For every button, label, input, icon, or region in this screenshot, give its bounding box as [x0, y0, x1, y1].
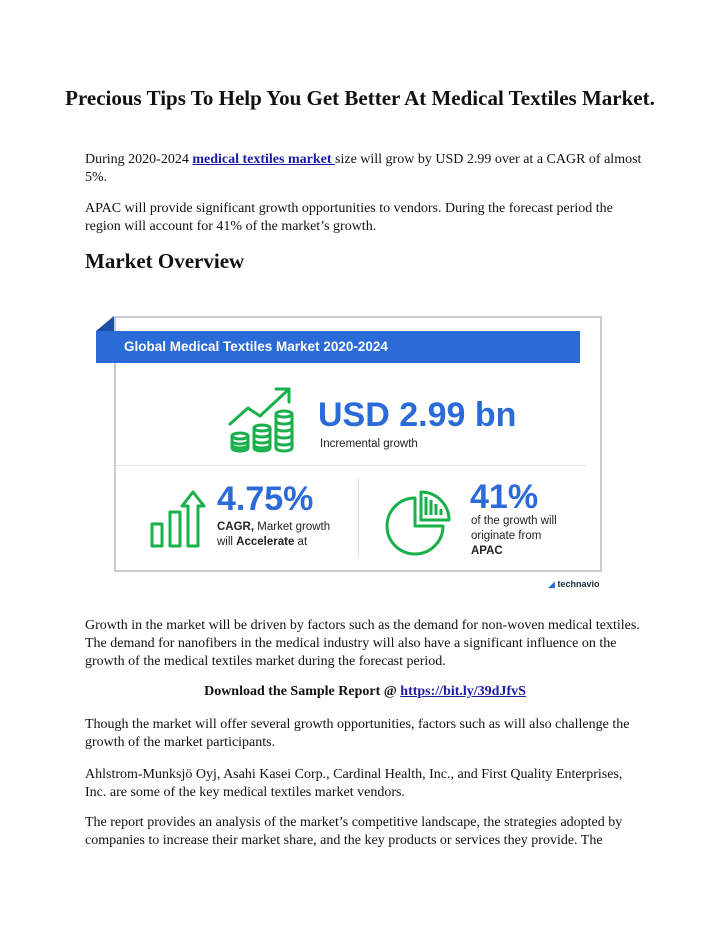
download-label: Download the Sample Report @ [204, 684, 401, 699]
challenges-paragraph: Though the market will offer several growth opportunities, factors such as will also challenge the growth of the market participants. [85, 717, 630, 750]
share-line2: originate from [471, 530, 542, 542]
download-line [85, 683, 645, 701]
technavio-logo-icon: ◢ [548, 579, 555, 589]
share-value: 41% [470, 478, 539, 516]
cagr-text2-pre: will [217, 536, 237, 548]
market-overview-heading: Market Overview [85, 249, 245, 273]
infographic-banner: Global Medical Textiles Market 2020-2024 [96, 331, 580, 363]
cagr-caption-line2 [217, 535, 307, 550]
growth-coins-icon [226, 384, 298, 454]
share-line1: of the growth will [471, 515, 557, 527]
cagr-text1: Market growth [254, 521, 331, 533]
cagr-accelerate: Accelerate [236, 536, 295, 548]
cagr-label: CAGR, [217, 521, 255, 533]
cagr-value: 4.75% [217, 480, 314, 518]
intro-text-before: During 2020-2024 [85, 152, 193, 167]
page-title: Precious Tips To Help You Get Better At Medical Textiles Market. [65, 86, 655, 110]
share-region: APAC [471, 545, 503, 557]
pie-chart-icon [385, 488, 453, 556]
cagr-text2-post: at [294, 536, 308, 548]
growth-drivers-paragraph: Growth in the market will be driven by factors such as the demand for non-woven medical textiles. The demand for nanofibers in the medical industry will also have a significant influence on the growth of the medical textiles market during the forecast period. [85, 618, 640, 669]
intro-text-after: size will grow by USD 2.99 over at a CAGR of almost 5%. [85, 152, 642, 185]
bar-growth-icon [148, 488, 206, 550]
sample-report-link[interactable]: https://bit.ly/39dJfvS [400, 684, 526, 699]
infographic-divider-horizontal [116, 465, 586, 466]
technavio-logo-text: technavio [557, 579, 600, 589]
report-paragraph: The report provides an analysis of the market’s competitive landscape, the strategies adopted by companies to increase their market share, and the key products or services they provide. The [85, 815, 623, 848]
infographic-divider-vertical [358, 478, 359, 558]
incremental-value: USD 2.99 bn [318, 396, 517, 434]
medical-textiles-market-link[interactable]: medical textiles market [192, 152, 336, 167]
intro-paragraph [85, 151, 645, 187]
technavio-logo [548, 579, 599, 590]
cagr-caption-line1 [217, 520, 330, 535]
apac-paragraph: APAC will provide significant growth opportunities to vendors. During the forecast period the region will account for 41% of the market’s growth. [85, 201, 613, 234]
incremental-caption: Incremental growth [320, 438, 418, 450]
vendors-paragraph: Ahlstrom-Munksjö Oyj, Asahi Kasei Corp., Cardinal Health, Inc., and First Quality Enterprises, Inc. are some of the key medical textiles market vendors. [85, 767, 623, 800]
banner-fold [96, 316, 114, 331]
